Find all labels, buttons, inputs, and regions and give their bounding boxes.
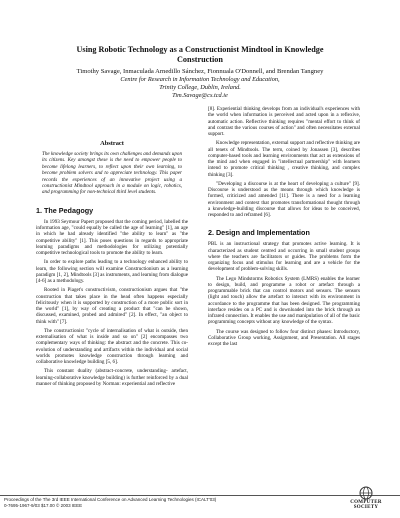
title-line-2: Construction <box>177 55 223 64</box>
abstract-heading: Abstract <box>100 140 124 147</box>
logo-text-line-2: SOCIETY <box>353 505 379 511</box>
section-1-paragraph: Rooted in Piaget's constructivism, constructionism argues that "the construction that takes place in the head often happens especially felicitously when it is supported by construction of a more public sort in the world" [1], by way of creating a product that "can be shown, discussed, examined, probed and admired" [2]. In effect, "an object to think with" [7]. <box>36 287 188 325</box>
paper-title <box>40 45 360 65</box>
continued-paragraph: [8]. Experiential thinking develops from an individual's experiences with the world when information is perceived and acted upon in a reflexive, automatic action. Reflective thinking requires "mental effort to think of and contrast the various courses of action" and often necessitates external support. <box>208 106 360 137</box>
author-email: Tim.Savage@cs.tcd.ie <box>172 92 228 99</box>
body-paragraph: "Developing a discourse is at the heart of developing a culture" [9]. Discourse is understood as the means through which knowledge is formed, criticized and amended [11]. There is a need for a learning environment and context that promotes transformational thought through a knowledge-building discourse that allows for ideas to be conceived, responded to and reframed [6]. <box>208 180 360 218</box>
section-1-paragraph: This constant duality (abstract-concrete, understanding- artefact, learning-collaborative knowledge building) is further reinforced by a dual manner of thinking proposed by Norman: experiential and reflective <box>36 368 188 387</box>
logo-text-line-1: COMPUTER <box>350 500 382 505</box>
body-paragraph: Knowledge representation, external support and reflective thinking are all tenets of Mindtools. The term, coined by Jonassen [3], describes computer-based tools and learning environments that act as extensions of the mind and when engaged in "intellectual partnership" with learners intend to promote critical thinking , creative thinking, and complex thinking [3]. <box>208 140 360 178</box>
author-list: Timothy Savage, Inmaculada Arnedillo Sánchez, Fionnuala O'Donnell, and Brendan Tangney <box>76 68 324 75</box>
section-2-paragraph: PBL is an instructional strategy that promotes active learning. It is characterized as student centred and occurring in small student groups where the teachers are facilitators or guides. The problems form the organizing focus and stimulus for learning and are a vehicle for the development of problem-solving skills. <box>208 241 360 273</box>
section-1-paragraph: The constructionist "cycle of internalisation of what is outside, then externalisation of what is inside and so on" [2] encompasses two complementary ways of thinking: the abstract and the concrete. This co-evolution of understanding and artifacts within the individual and social worlds promotes knowledge construction through learning and collaborative knowledge building [5, 6]. <box>36 327 188 366</box>
affiliation-line-1: Centre for Research in Information Technology and Education, <box>120 76 280 83</box>
left-column <box>36 140 188 390</box>
section-2-heading: 2. Design and Implementation <box>208 228 310 238</box>
section-2-paragraph: The Lego Mindstorms Robotics System (LMRS) enables the learner to design, build, and programme a robot or artefact through a programmable brick that can control motors and sensors. The sensors (light and touch) allow the artefact to interact with its environment in accordance to the programme that has been designed. The programming interface resides on a PC and is downloaded into the brick through an infrared connection. It enables the use and manipulation of all of the basic programming concepts without any knowledge of the syntax. <box>208 275 360 326</box>
affiliation-line-2: Trinity College, Dublin, Ireland. <box>159 84 241 91</box>
abstract-body: The knowledge society brings its own challenges and demands upon its citizens. Key amongst these is the need to empower people to become lifelong learners, to reflect upon their own learning, to become problem solvers and to appreciate technology. This paper records the experiences of an innovative project using a constructionist Mindtool approach in a module on logic, robotics, and programming for non-technical third level students. <box>42 151 182 196</box>
right-column <box>208 106 360 350</box>
footer-divider <box>0 495 400 496</box>
proceedings-footer <box>4 497 216 508</box>
footer-proceedings-line: Proceedings of the The 3rd IEEE International Conference on Advanced Learning Technologies (ICALT'03) <box>4 497 217 502</box>
title-line-1: Using Robotic Technology as a Constructionist Mindtool in Knowledge <box>76 45 324 54</box>
globe-icon <box>358 486 374 500</box>
section-2-paragraph: The course was designed to follow four distinct phases: Introductory, Collaborative Group working, Assignment, and Presentation. All stages except the last <box>208 328 360 347</box>
computer-society-logo <box>344 486 388 516</box>
section-1-paragraph: In 1993 Seymour Papert proposed that the coming period, labelled the information age, "could equally be called the age of learning" [1], an age in which he had already identified "the ability to learn" as "the competitive ability" [1]. This poses questions in regards to appropriate learning paradigms and methodologies for utilizing potentially competitive technological tools to promote the ability to learn. <box>36 218 188 257</box>
section-1-heading: 1. The Pedagogy <box>36 205 94 215</box>
footer-isbn-line: 0-7695-1967-9/03 $17.00 © 2003 IEEE <box>4 502 83 508</box>
section-1-paragraph: In order to explore paths leading to a technology enhanced ability to learn, the following section will examine Constructionism as a learning paradigm [1, 2], Mindtools [3] as instruments, and learning from dialogue [4-6] as a methodology. <box>36 259 188 285</box>
